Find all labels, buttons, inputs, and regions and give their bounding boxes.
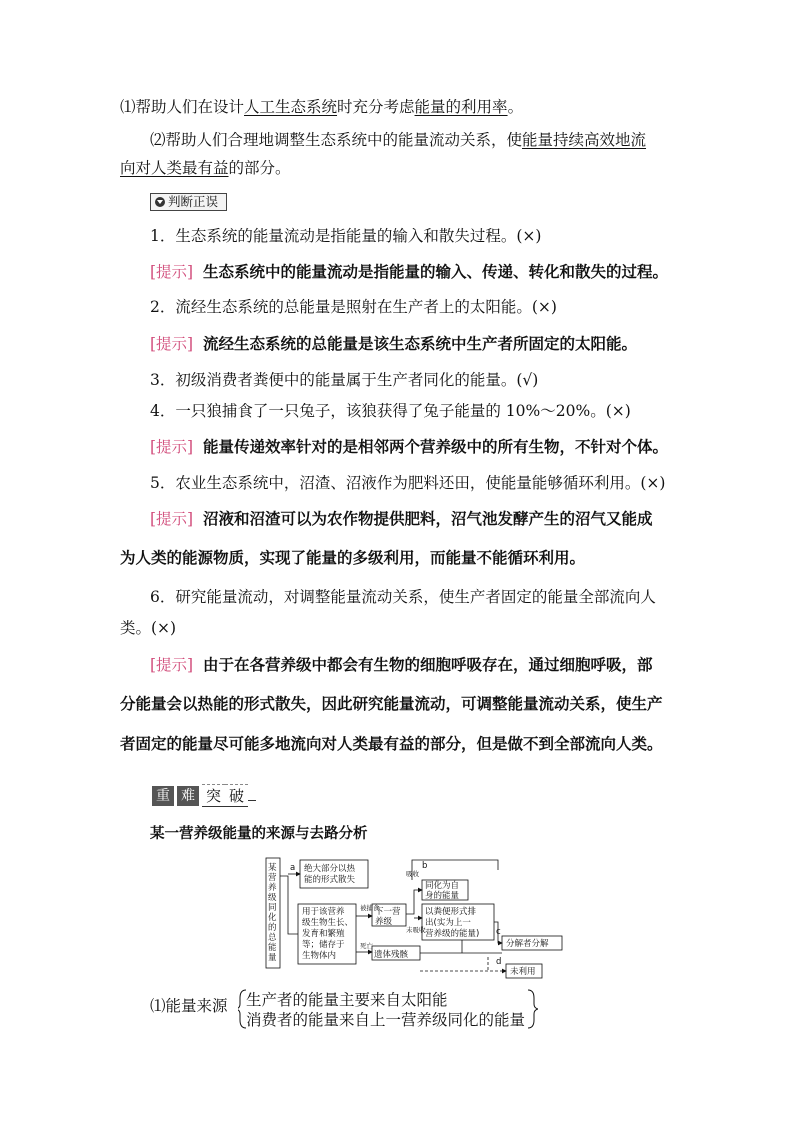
judge-hint-5-line-2: 为人类的能源物质，实现了能量的多级利用，而能量不能循环利用。: [120, 548, 586, 567]
down-triangle-icon: [155, 197, 165, 207]
hint-label: [提示]: [150, 656, 194, 674]
section-title: 某一营养级能量的来源与去路分析: [150, 825, 368, 842]
use-item-2-line-1: ⑵帮助人们合理地调整生态系统中的能量流动关系，使能量持续高效地流: [150, 131, 647, 149]
hint-label: [提示]: [150, 263, 194, 281]
box-feces: 以粪便形式排出(实为上一营养级的能量): [425, 907, 480, 939]
underline-text: 人工生态系统: [244, 98, 338, 116]
use-item-2-line-2: 向对人类最有益的部分。: [120, 159, 291, 177]
judge-hint-2: [提示] 流经生态系统的总能量是该生态系统中生产者所固定的太阳能。: [150, 334, 637, 353]
label-death: 死亡: [360, 942, 373, 950]
energy-flow-diagram: [262, 856, 572, 980]
label-not-absorb: 未吸收: [406, 926, 426, 934]
box-assim-self: 同化为自身的能量: [425, 881, 460, 901]
diagram-left-box: 某营养级同化的总能量: [268, 863, 277, 963]
judge-hint-6-line-2: 分能量会以热能的形式散失，因此研究能量流动，可调整能量流动关系，使生产: [120, 694, 663, 713]
judge-q4: 4．一只狼捕食了一只兔子，该狼获得了兔子能量的 10%～20%。(×): [150, 402, 631, 420]
judge-hint-5-line-1: [提示] 沼液和沼渣可以为农作物提供肥料，沼气池发酵产生的沼气又能成: [150, 509, 653, 528]
box-growth: 用于该营养级生物生长、发育和繁殖等；储存于生物体内: [302, 907, 354, 961]
judge-q3: 3．初级消费者粪便中的能量属于生产者同化的能量。(√): [150, 371, 539, 389]
source-producer: 生产者的能量主要来自太阳能: [246, 991, 448, 1009]
use-item-1: ⑴帮助人们在设计人工生态系统时充分考虑能量的利用率。: [120, 98, 524, 116]
label-d: d: [496, 957, 502, 967]
box-remains: 遗体残骸: [374, 950, 409, 960]
source-consumer: 消费者的能量来自上一营养级同化的能量: [246, 1011, 526, 1029]
judge-hint-6-line-1: [提示] 由于在各营养级中都会有生物的细胞呼吸存在，通过细胞呼吸，部: [150, 655, 653, 674]
label-a: a: [290, 863, 296, 873]
hint-label: [提示]: [150, 510, 194, 528]
hint-label: [提示]: [150, 438, 194, 456]
judge-q6-line-2: 类。(×): [120, 619, 177, 637]
judge-tag: 判断正误: [150, 193, 227, 211]
judge-hint-6-line-3: 者固定的能量尽可能多地流向对人类最有益的部分，但是做不到全部流向人类。: [120, 734, 663, 753]
underline-text: 能量持续高效地流: [522, 131, 647, 149]
judge-q2: 2．流经生态系统的总能量是照射在生产者上的太阳能。(×): [150, 298, 557, 316]
judge-hint-4: [提示] 能量传递效率针对的是相邻两个营养级中的所有生物，不针对个体。: [150, 437, 668, 456]
box-heat: 绝大部分以热能的形式散失: [304, 864, 356, 885]
label-eaten: 被捕食: [360, 904, 380, 912]
judge-hint-1: [提示] 生态系统中的能量流动是指能量的输入、传递、转化和散失的过程。: [150, 262, 668, 281]
box-decomposer: 分解者分解: [506, 939, 549, 949]
label-absorb: 吸收: [406, 870, 419, 878]
judge-q1: 1．生态系统的能量流动是指能量的输入和散失过程。(×): [150, 227, 542, 245]
energy-source-label: ⑴能量来源: [150, 997, 228, 1015]
box-unused: 未利用: [510, 967, 536, 977]
hint-label: [提示]: [150, 335, 194, 353]
judge-q6-line-1: 6．研究能量流动，对调整能量流动关系，使生产者固定的能量全部流向人: [150, 588, 656, 606]
section-banner: 重 难 突 破: [152, 784, 256, 807]
label-c: c: [496, 927, 501, 937]
judge-q5: 5．农业生态系统中，沼渣、沼液作为肥料还田，使能量能够循环利用。(×): [150, 474, 666, 492]
underline-text: 向对人类最有益: [120, 159, 229, 177]
box-next-level: 下一营养级: [375, 907, 401, 927]
label-b: b: [422, 861, 428, 871]
underline-text: 能量的利用率: [414, 98, 508, 116]
